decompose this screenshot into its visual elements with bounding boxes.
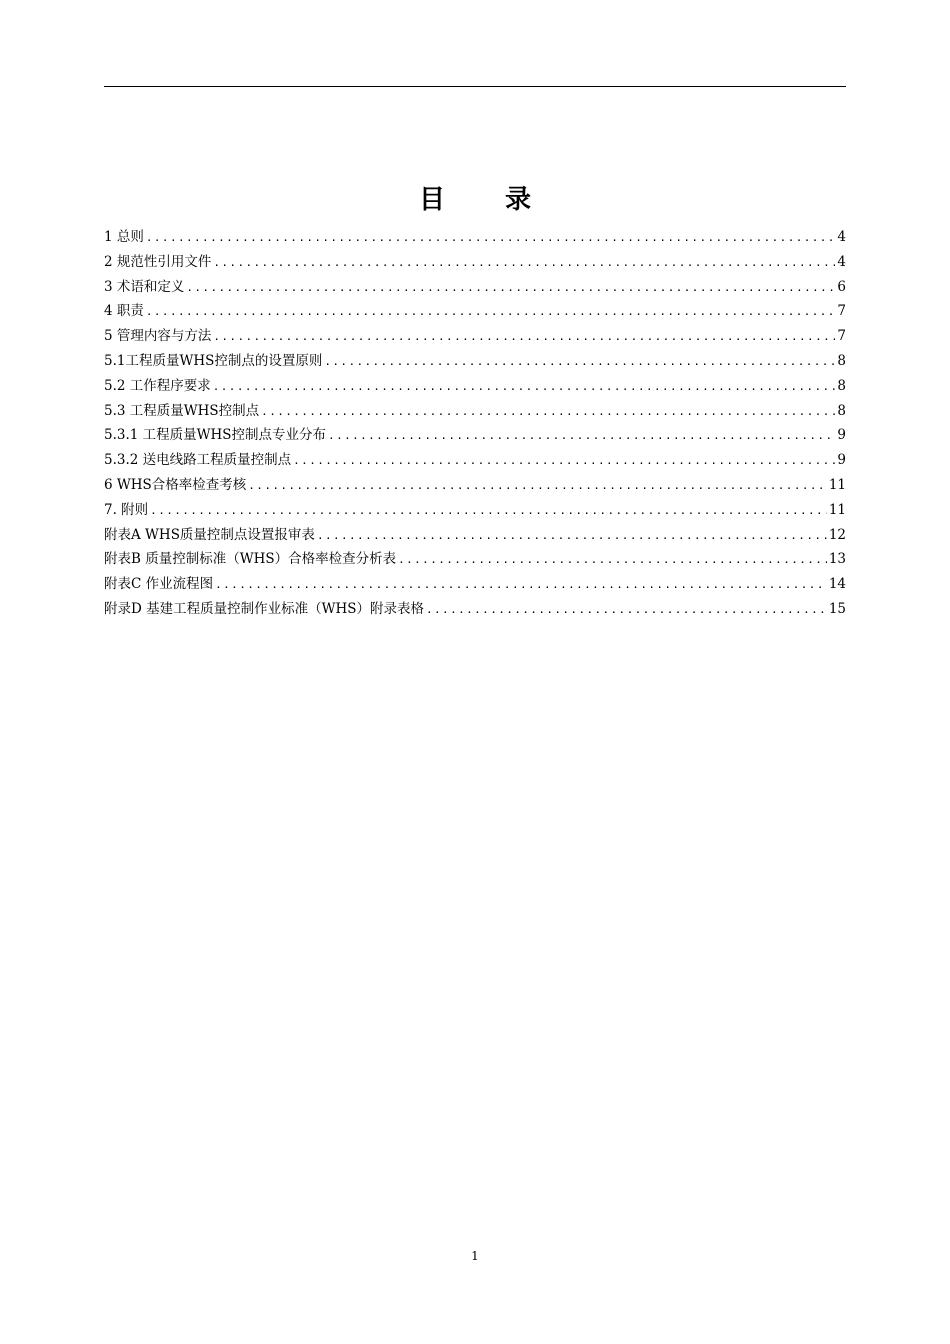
toc-leader-dots [213,251,835,276]
toc-leader-dots [213,375,836,400]
toc-entry-page: 8 [837,377,846,394]
toc-entry-text: 5.1工程质量WHS控制点的设置原则 [104,352,323,369]
toc-title-char-1: 目 [418,185,445,215]
toc-entry-text: 6 WHS合格率检查考核 [104,476,247,493]
toc-entry-page: 9 [837,427,846,444]
toc-entry-page: 11 [828,476,846,493]
toc-leader-dots [261,400,835,425]
toc-leader-dots [398,548,827,573]
toc-leader-dots [317,524,827,549]
toc-entry-7[interactable] [104,374,846,399]
toc-entry-page: 15 [828,600,846,617]
toc-list [104,225,846,622]
toc-entry-text: 5.2 工作程序要求 [104,377,211,394]
toc-entry-page: 12 [828,526,846,543]
toc-entry-8[interactable] [104,399,846,424]
toc-entry-3[interactable] [104,275,846,300]
toc-leader-dots [215,573,827,598]
toc-leader-dots [213,325,835,350]
toc-entry-11[interactable] [104,473,846,498]
toc-leader-dots [248,474,827,499]
toc-entry-page: 14 [828,576,846,593]
toc-entry-page: 8 [837,352,846,369]
toc-entry-text: 附表C 作业流程图 [104,576,214,593]
toc-entry-5[interactable] [104,324,846,349]
toc-entry-text: 5.3 工程质量WHS控制点 [104,402,260,419]
toc-leader-dots [146,300,836,325]
toc-entry-14[interactable] [104,547,846,572]
toc-leader-dots [293,449,835,474]
toc-entry-text: 2 规范性引用文件 [104,253,212,270]
toc-leader-dots [150,499,827,524]
toc-entry-page: 9 [837,452,846,469]
toc-entry-2[interactable] [104,250,846,275]
toc-entry-text: 5.3.2 送电线路工程质量控制点 [104,452,292,469]
page-number: 1 [471,1249,479,1263]
header-rule [104,86,846,87]
toc-leader-dots [328,424,835,449]
toc-leader-dots [146,226,836,251]
toc-leader-dots [186,276,835,301]
toc-entry-4[interactable] [104,299,846,324]
toc-entry-page: 7 [837,328,846,345]
toc-entry-text: 5 管理内容与方法 [104,328,212,345]
toc-entry-text: 3 术语和定义 [104,278,185,295]
toc-entry-1[interactable] [104,225,846,250]
toc-entry-15[interactable] [104,572,846,597]
toc-entry-text: 1 总则 [104,229,144,245]
toc-entry-page: 11 [828,501,846,518]
toc-entry-text: 附表B 质量控制标准（WHS）合格率检查分析表 [104,551,397,568]
toc-entry-10[interactable] [104,448,846,473]
toc-entry-page: 8 [837,402,846,419]
toc-entry-text: 5.3.1 工程质量WHS控制点专业分布 [104,427,327,444]
toc-entry-9[interactable] [104,423,846,448]
toc-entry-page: 4 [837,253,846,270]
toc-leader-dots [426,598,827,623]
toc-entry-16[interactable] [104,597,846,622]
toc-entry-text: 4 职责 [104,303,144,320]
toc-entry-page: 13 [828,551,846,568]
toc-entry-text: 附表A WHS质量控制点设置报审表 [104,526,315,543]
toc-entry-6[interactable] [104,349,846,374]
toc-leader-dots [324,350,835,375]
toc-entry-text: 附录D 基建工程质量控制作业标准（WHS）附录表格 [104,600,425,617]
toc-entry-12[interactable] [104,498,846,523]
toc-entry-text: 7. 附则 [104,501,149,518]
toc-entry-page: 7 [837,303,846,320]
toc-title-char-2: 录 [504,185,531,215]
toc-entry-13[interactable] [104,523,846,548]
toc-entry-page: 4 [837,229,846,245]
toc-entry-page: 6 [837,278,846,295]
toc-title [0,180,950,220]
